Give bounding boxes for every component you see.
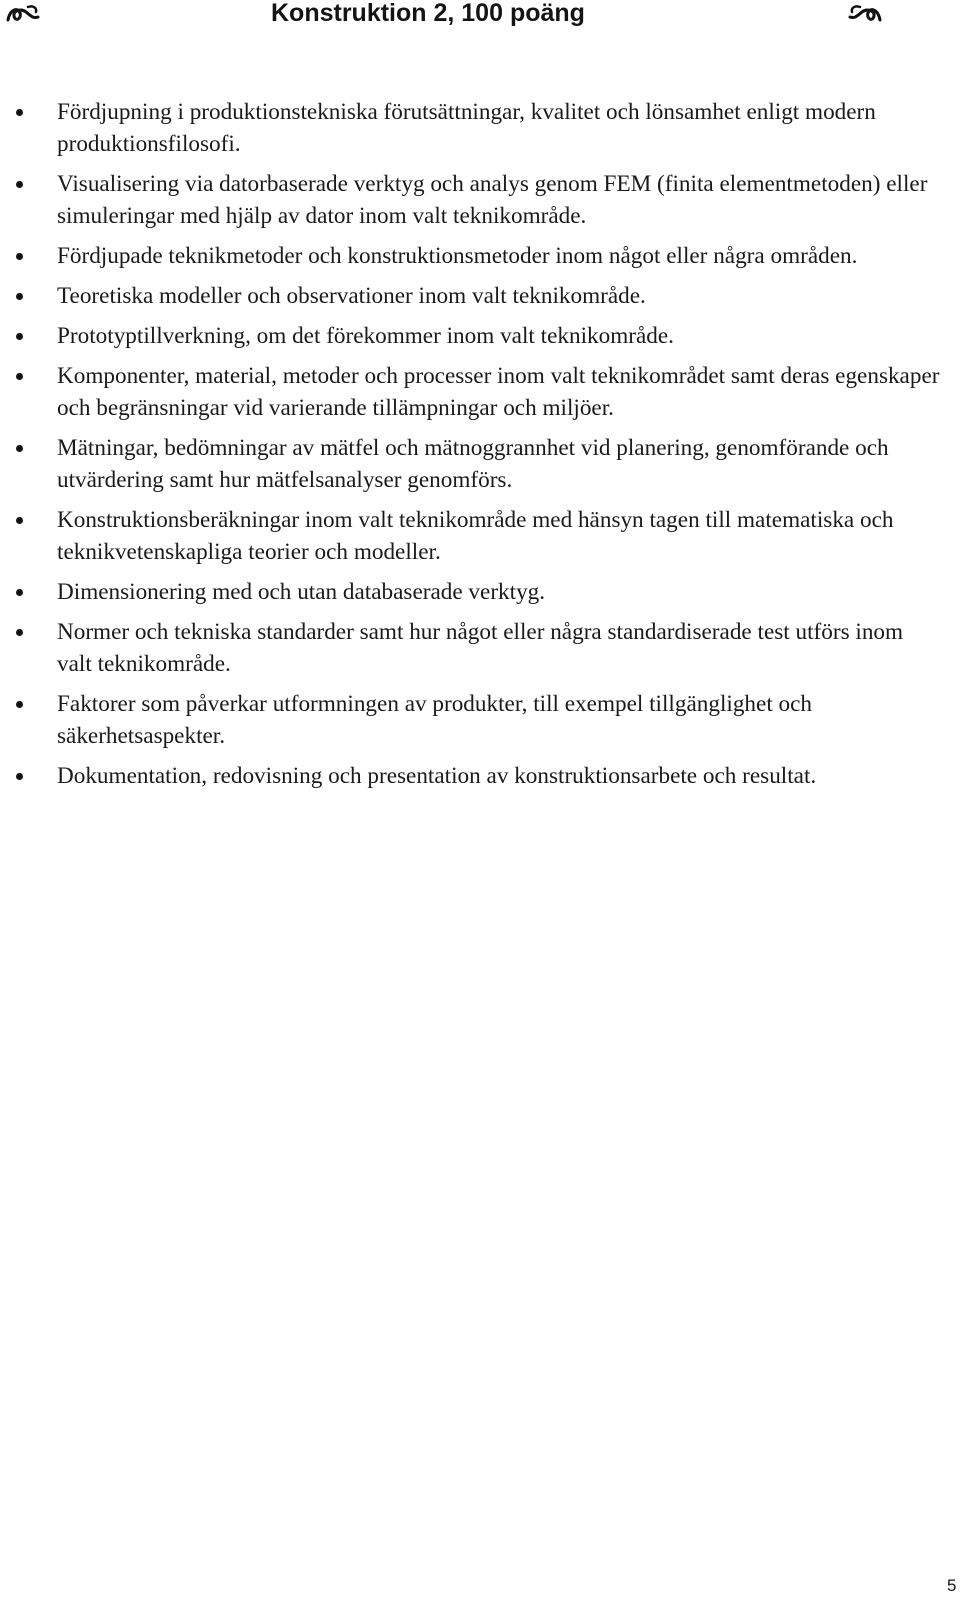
list-item [0,504,941,568]
list-item [0,576,941,608]
list-item-text: Konstruktionsberäkningar inom valt teknikområde med hänsyn tagen till matematiska och teknikvetenskapliga teorier och modeller. [57,507,894,565]
bullet-icon [16,701,23,708]
list-item-text: Fördjupade teknikmetoder och konstruktionsmetoder inom något eller några områden. [57,243,858,269]
list-item [0,168,941,232]
list-item-text: Teoretiska modeller och observationer inom valt teknikområde. [57,283,646,309]
list-item [0,240,941,272]
bullet-icon [16,373,23,380]
list-item [0,760,941,792]
swash-ornament-icon [6,3,40,25]
bullet-icon [16,589,23,596]
bullet-icon [16,333,23,340]
bullet-icon [16,109,23,116]
list-item-text: Dimensionering med och utan databaserade verktyg. [57,579,546,605]
page-title: Konstruktion 2, 100 poäng [271,0,585,27]
list-item-text: Visualisering via datorbaserade verktyg och analys genom FEM (finita elementmetoden) eller simuleringar med hjälp av dator inom valt teknikområde. [57,171,928,229]
course-content-list [0,96,960,800]
list-item [0,432,941,496]
bullet-icon [16,181,23,188]
list-item [0,96,941,160]
list-item [0,688,941,752]
page-header [0,0,960,40]
bullet-icon [16,773,23,780]
bullet-icon [16,445,23,452]
list-item-text: Mätningar, bedömningar av mätfel och mätnoggrannhet vid planering, genomförande och utvärdering samt hur mätfelsanalyser genomförs. [57,435,889,493]
list-item [0,280,941,312]
list-item-text: Normer och tekniska standarder samt hur något eller några standardiserade test utförs inom valt teknikområde. [57,619,904,677]
list-item [0,616,941,680]
list-item-text: Dokumentation, redovisning och presentation av konstruktionsarbete och resultat. [57,763,817,789]
list-item-text: Fördjupning i produktionstekniska förutsättningar, kvalitet och lönsamhet enligt modern produktionsfilosofi. [57,99,876,157]
page-number: 5 [947,1576,957,1595]
bullet-icon [16,629,23,636]
swash-ornament-icon [848,3,882,25]
list-item [0,360,941,424]
list-item-text: Komponenter, material, metoder och processer inom valt teknikområdet samt deras egenskaper och begränsningar vid varierande tillämpningar och miljöer. [57,363,940,421]
bullet-icon [16,253,23,260]
list-item-text: Prototyptillverkning, om det förekommer inom valt teknikområde. [57,323,674,349]
bullet-icon [16,517,23,524]
list-item [0,320,941,352]
list-item-text: Faktorer som påverkar utformningen av produkter, till exempel tillgänglighet och säkerhetsaspekter. [57,691,813,749]
bullet-icon [16,293,23,300]
